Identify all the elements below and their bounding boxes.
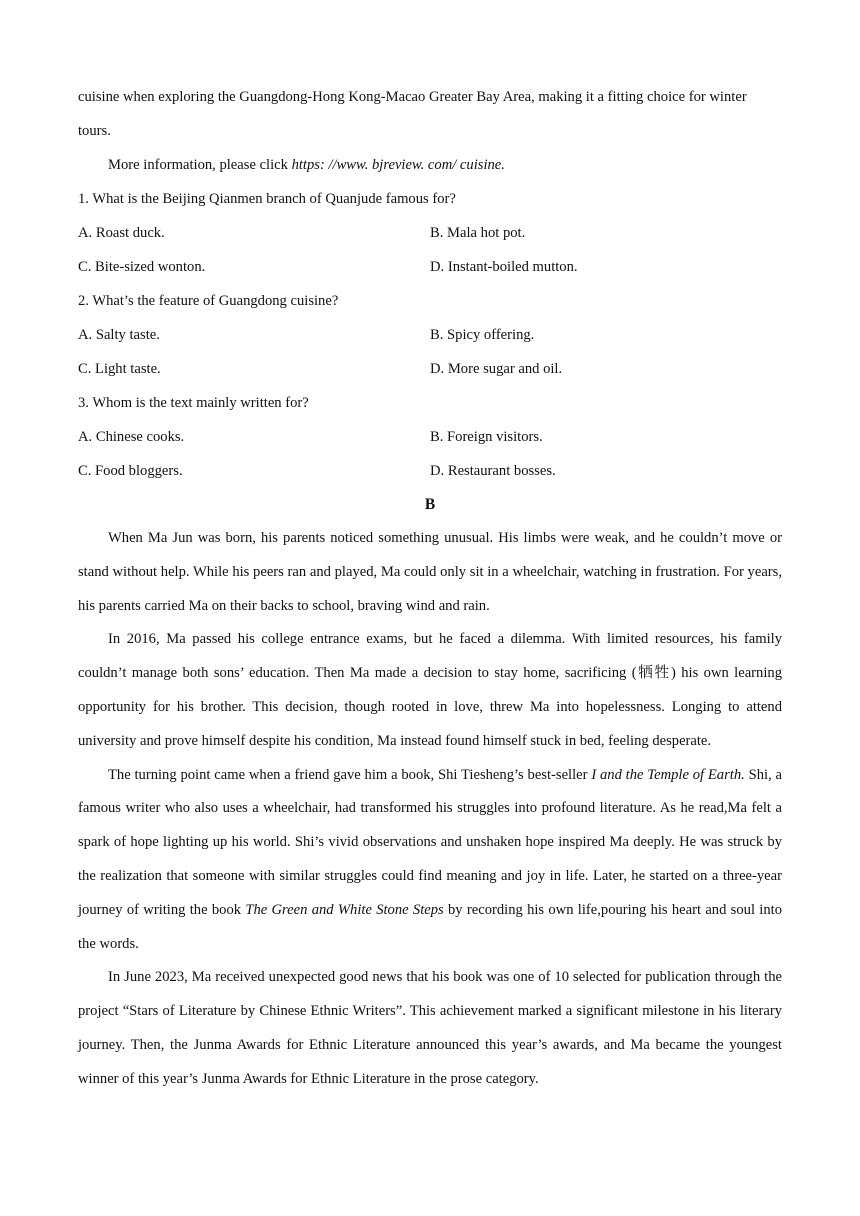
- question-2-option-a: A. Salty taste.: [78, 327, 160, 343]
- question-1-options-row-2: [78, 250, 782, 284]
- intro-line-1: cuisine when exploring the Guangdong-Hong Kong-Macao Greater Bay Area, making it a fitting choice for winter: [78, 89, 747, 105]
- question-1-option-c: C. Bite-sized wonton.: [78, 259, 206, 275]
- section-b-paragraph-1: When Ma Jun was born, his parents noticed something unusual. His limbs were weak, and he couldn’t move or stand without help. While his peers ran and played, Ma could only sit in a wheelchair, watching in frustration. For years, his parents carried Ma on their backs to school, braving wind and rain.: [78, 530, 782, 614]
- more-info-line: [78, 148, 782, 182]
- question-2-options-row-2: [78, 352, 782, 386]
- question-1-option-d: D. Instant-boiled mutton.: [430, 259, 578, 275]
- section-b-title: B: [424, 496, 436, 513]
- paragraph-3-text-b: Shi, a famous writer who also uses a wheelchair, had transformed his struggles into profound literature. As he read,Ma felt a spark of hope lighting up his world. Shi’s vivid observations and unshaken hope inspired Ma deeply. He was struck by the realization that someone with similar struggles could find meaning and joy in life. Later, he started on a three-year journey of writing the book: [78, 766, 783, 918]
- question-3-options-row-1: [78, 420, 782, 454]
- section-b-paragraph-3: [78, 759, 782, 962]
- question-3-option-d: D. Restaurant bosses.: [430, 463, 556, 479]
- more-info-text: More information, please click: [108, 157, 292, 173]
- question-3-options-row-2: [78, 454, 782, 488]
- question-2-option-c: C. Light taste.: [78, 361, 161, 377]
- book-title-temple-of-earth: I and the Temple of Earth.: [591, 766, 745, 783]
- question-3-option-a: A. Chinese cooks.: [78, 429, 185, 445]
- question-1-options-row-1: [78, 216, 782, 250]
- question-2-stem: 2. What’s the feature of Guangdong cuisine?: [78, 293, 339, 309]
- question-1-stem: 1. What is the Beijing Qianmen branch of Quanjude famous for?: [78, 191, 456, 207]
- document-page: [78, 80, 782, 1097]
- section-b-paragraph-4: In June 2023, Ma received unexpected good news that his book was one of 10 selected for publication through the project “Stars of Literature by Chinese Ethnic Writers”. This achievement marked a significant milestone in his literary journey. Then, the Junma Awards for Ethnic Literature announced this year’s awards, and Ma became the youngest winner of this year’s Junma Awards for Ethnic Literature in the prose category.: [78, 969, 782, 1087]
- intro-line-2: tours.: [78, 123, 111, 139]
- paragraph-3-text-a: The turning point came when a friend gave him a book, Shi Tiesheng’s best-seller: [108, 766, 592, 783]
- question-1-option-a: A. Roast duck.: [78, 225, 165, 241]
- more-info-link[interactable]: https: //www. bjreview. com/ cuisine.: [291, 157, 505, 173]
- book-title-stone-steps: The Green and White Stone Steps: [245, 901, 444, 918]
- question-2-option-b: B. Spicy offering.: [430, 327, 535, 343]
- question-3-option-b: B. Foreign visitors.: [430, 429, 543, 445]
- section-b-paragraph-2: In 2016, Ma passed his college entrance exams, but he faced a dilemma. With limited resources, his family couldn’t manage both sons’ education. Then Ma made a decision to stay home, sacrificing (牺牲) his own learning opportunity for his brother. This decision, though rooted in love, threw Ma into hopelessness. Longing to attend university and prove himself despite his condition, Ma instead found himself stuck in bed, feeling desperate.: [78, 631, 782, 749]
- question-3-option-c: C. Food bloggers.: [78, 463, 183, 479]
- question-1-option-b: B. Mala hot pot.: [430, 225, 526, 241]
- question-3-stem: 3. Whom is the text mainly written for?: [78, 395, 309, 411]
- question-2-options-row-1: [78, 318, 782, 352]
- question-2-option-d: D. More sugar and oil.: [430, 361, 563, 377]
- paragraph-3-text-c: by recording his own life,pouring his heart and soul into the words.: [78, 901, 782, 952]
